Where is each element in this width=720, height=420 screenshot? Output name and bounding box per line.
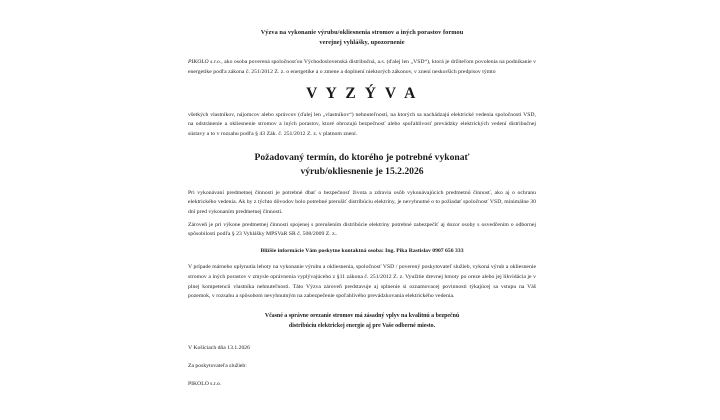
signoff-label: Za poskytovateľa služieb: — [188, 362, 247, 369]
contact-information-line: Bližšie informácie Vám poskytne kontaktná osoba: Ing. Pika Rastislav 0907 656 333 — [260, 248, 464, 255]
vyzyva-heading: V Y Z Ý V A — [306, 84, 418, 102]
highlight-line-1: Včasné a správne orezanie stromov má zásadný vplyv na kvalitnú a bezpečnú — [264, 312, 460, 319]
document-title-line-1: Výzva na vykonanie výrubu/okliesnenia stromov a iných porastov formou — [260, 29, 464, 36]
deadline-line-2: výrub/okliesnenie je 15.2.2026 — [300, 165, 424, 177]
consequences-paragraph: V prípade márneho uplynutia lehoty na vykonanie výrubu a okliesnenia, spoločnosť VSD / poverený poskytovateľ služieb, vykoná výrub a okliesnenie stromov a iných porastov v zmysle oprávnenia vyplývajúceho z §11 zákona č. 251/2012 Z. z. Využitie drevnej hmoty po oreze alebo jej likvidácia je v plnej kompetencii vlastníka nehnuteľnosti. Táto Výzva zároveň predstavuje aj splnenie si oznamovacej povinnosti týkajúcej sa vstupu na Váš pozemok, v rozsahu a spôsobom nevyhnutným na zabezpečenie spoľahlivého prevádzkovania elektrického vedenia. — [188, 264, 536, 300]
intro-company-name: PIKOLO s.r.o. — [188, 59, 222, 66]
document-title-line-2: verejnej vyhlášky, upozornenie — [319, 39, 405, 47]
place-and-date: V Košiciach dňa 13.1.2026 — [188, 344, 250, 351]
document-text-column — [188, 28, 536, 398]
intro-paragraph-text: , ako osoba poverená spoločnosťou Východoslovenská distribučná, a.s. (ďalej len „VSD“), ktorá je držiteľom povolenia na podnikanie v energetike podľa zákona č. 251/2012 Z. z. o energetike a o zmene a doplnení niektorých zákonov, v znení neskorších predpisov týmto — [188, 59, 536, 76]
competence-paragraph: Zároveň je pri výkone predmetnej činnosti spojenej s prerušením distribúcie elektriny potrebné zabezpečiť aj dozor osoby s osvedčením o odbornej spôsobilosti podľa § 23 Vyhlášky MPSVaR SR č. 508/2009 Z. z.. — [188, 221, 536, 238]
deadline-heading — [188, 151, 536, 179]
deadline-line-1: Požadovaný termín, do ktorého je potrebné vykonať — [254, 151, 470, 163]
highlight-statement — [188, 312, 536, 332]
highlight-line-2: distribúciu elektrickej energie aj pre Vaše odberné miesto. — [288, 322, 436, 329]
safety-paragraph: Pri vykonávaní predmetnej činnosti je potrebné dbať o bezpečnosť života a zdravia osôb vykonávajúcich predmetnú činnosť, ako aj o ochranu elektrického vedenia. Ak by z týchto dôvodov bolo potrebné prerušiť distribúciu elektriny, je nevyhnutné o to požiadať spoločnosť VSD, minimálne 30 dní pred vykonaním predmetnej činnosti. — [188, 189, 536, 216]
addressees-paragraph: všetkých vlastníkov, nájomcov alebo správcov (ďalej len „vlastníkov“) nehnuteľností, na ktorých sa nachádzajú elektrické vedenia spoločnosti VSD, na odstránenie a okliesnenie stromov a iných porastov, ktoré ohrozujú bezpečnosť alebo spoľahlivosť prevádzky elektrických vedení distribučnej sústavy a to v rozsahu podľa § 43 Zák. č. 251/2012 Z. z. v platnom znení. — [188, 111, 536, 138]
intro-paragraph — [188, 58, 536, 77]
document-title — [188, 28, 536, 48]
signoff-company: PIKOLO s.r.o. — [188, 381, 222, 388]
